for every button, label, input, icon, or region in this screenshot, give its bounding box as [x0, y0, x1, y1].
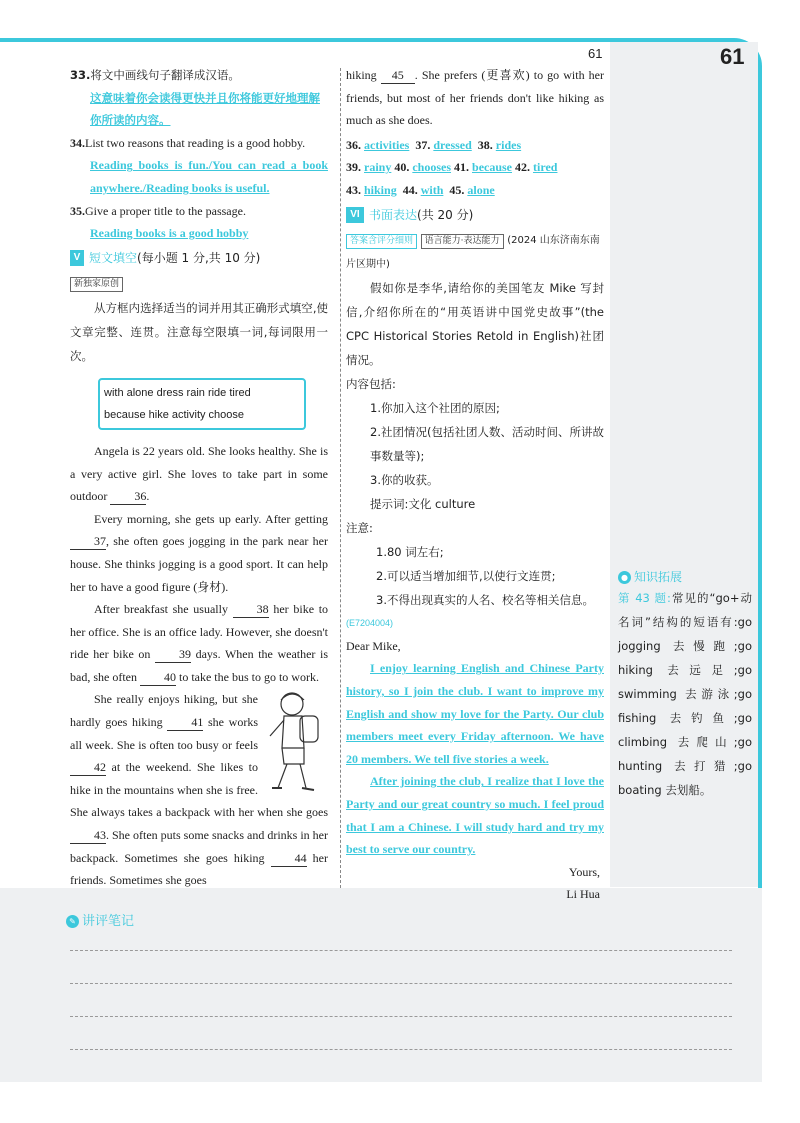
- source-label: (2024 山东济南东南片区期中): [346, 235, 600, 271]
- left-column: [70, 64, 328, 892]
- content-point-3: 3.你的收获。: [370, 473, 439, 488]
- letter-paragraph-1: I enjoy learning English and Chinese Party history, so I join the club. I want to improve my English and show my love for the Party. Our club members meet every Friday afternoon. We have 20 members. We tell five stories a week.: [346, 661, 604, 766]
- writing-prompt: 假如你是李华,请给你的美国笔友 Mike 写封信,介绍你所在的“用英语讲中国党史故事”(the CPC Historical Stories Retold in English)社团情况。: [346, 281, 604, 368]
- section-5-heading: V 短文填空 (每小题 1 分,共 10 分): [70, 247, 328, 270]
- knowledge-text: 第 43 题:常见的“go+动名词”结构的短语有:go jogging 去慢跑;go hiking 去远足;go swimming 去游泳;go fishing 去钓鱼;go climbing 去爬山;go hunting 去打猎;go boating 去划船。: [618, 591, 752, 797]
- hint: 提示词:文化 culture: [370, 497, 476, 512]
- blank-38: 38: [233, 601, 269, 618]
- question-33: 33.将文中画线句子翻译成汉语。: [70, 68, 240, 82]
- content-label: 内容包括:: [346, 377, 396, 392]
- section-5-instructions: 从方框内选择适当的词并用其正确形式填空,使文章完整、连贯。注意每空限填一词,每词限用一次。: [70, 300, 328, 363]
- knowledge-icon: ●: [618, 571, 631, 584]
- section-6-tags: [346, 228, 604, 276]
- letter-greeting: Dear Mike,: [346, 638, 401, 653]
- notice-1: 1.80 词左右;: [376, 545, 444, 560]
- blank-36: 36: [110, 488, 146, 505]
- blank-44: 44: [271, 850, 307, 867]
- content-point-2: 2.社团情况(包括社团人数、活动时间、所讲故事数量等);: [370, 425, 604, 464]
- note-line[interactable]: [70, 1016, 732, 1017]
- scoring-tag: 答案含评分细则: [346, 234, 417, 249]
- original-tag: 新独家原创: [70, 277, 123, 292]
- section-6-heading: VI 书面表达 (共 20 分): [346, 204, 604, 227]
- question-35: 35.Give a proper title to the passage.: [70, 203, 246, 218]
- page-number-small: 61: [588, 46, 603, 61]
- column-divider: [340, 68, 341, 888]
- answer-33: 这意味着你会读得更快并且你将能更好地理解你所读的内容。: [90, 90, 320, 128]
- letter-signature: Li Hua: [566, 887, 600, 902]
- answer-34: Reading books is fun./You can read a book anywhere./Reading books is useful.: [90, 158, 328, 195]
- letter-paragraph-2: After joining the club, I realize that I love the Party and our great country so much. I feel proud that I am a Chinese. I will study hard and try my best to serve our country.: [346, 774, 604, 857]
- letter-closing: Yours,: [568, 864, 600, 879]
- blank-45: 45: [381, 67, 415, 84]
- blank-43: 43: [70, 827, 106, 844]
- knowledge-heading: ● 知识拓展: [618, 568, 682, 585]
- notice-2: 2.可以适当增加细节,以使行文连贯;: [376, 569, 556, 584]
- passage-continuation: hiking 45 . She prefers (更喜欢) to go with her friends, but most of her friends don't like hiking as much as she does.: [346, 68, 605, 128]
- passage-paragraph-3: After breakfast she usually 38 her bike to her office. She is an office lady. However, she doesn't ride her bike on 39 days. When the weather is bad, she often 40 to take the bus to go to work.: [70, 602, 329, 684]
- section-badge: V: [70, 250, 84, 266]
- page-number: 61: [720, 44, 745, 69]
- note-line[interactable]: [70, 950, 732, 951]
- section-badge: VI: [346, 207, 364, 223]
- ability-tag: 语言能力·表达能力: [421, 234, 504, 249]
- answer-row-2: 39. rainy 40. chooses 41. because 42. tired: [346, 160, 558, 175]
- hiker-illustration: [262, 688, 328, 800]
- word-box: with alone dress rain ride tired because hike activity choose: [98, 378, 306, 430]
- answer-row-3: 43. hiking 44. with 45. alone: [346, 182, 495, 197]
- blank-40: 40: [140, 669, 176, 686]
- answer-35: Reading books is a good hobby: [90, 226, 249, 241]
- note-line[interactable]: [70, 1049, 732, 1050]
- answer-row-1: 36. activities 37. dressed 38. rides: [346, 137, 522, 152]
- content-point-1: 1.你加入这个社团的原因;: [370, 401, 500, 416]
- blank-41: 41: [167, 714, 203, 731]
- blank-39: 39: [155, 646, 191, 663]
- passage-paragraph-1: Angela is 22 years old. She looks healthy. She is a very active girl. She loves to take part in some outdoor 36.: [70, 443, 328, 504]
- item-code: (E7204004): [346, 618, 394, 629]
- blank-42: 42: [70, 759, 106, 776]
- notice-label: 注意:: [346, 521, 373, 536]
- note-line[interactable]: [70, 983, 732, 984]
- blank-37: 37: [70, 533, 106, 550]
- notice-3: 3.不得出现真实的人名、校名等相关信息。: [376, 593, 594, 608]
- notes-heading: ✎ 讲评笔记: [66, 910, 134, 929]
- passage-paragraph-4: She really enjoys hiking, but she hardly goes hiking 41 she works all week. She is often too busy or feels 42 at the weekend. She likes to hike in the mountains when she is free. She always takes a backpack with her when she goes 43. She often puts some snacks and drinks in her backpack. Sometimes she goes hiking 44 her friends. Sometimes she goes: [70, 688, 328, 891]
- notes-icon: ✎: [66, 915, 79, 928]
- passage-paragraph-2: Every morning, she gets up early. After getting 37, she often goes jogging in the park near her house. She thinks jogging is a good sport. It can help her to have a good figure (身材).: [70, 511, 328, 594]
- question-34: 34.List two reasons that reading is a good hobby.: [70, 135, 306, 150]
- right-column: [346, 64, 604, 906]
